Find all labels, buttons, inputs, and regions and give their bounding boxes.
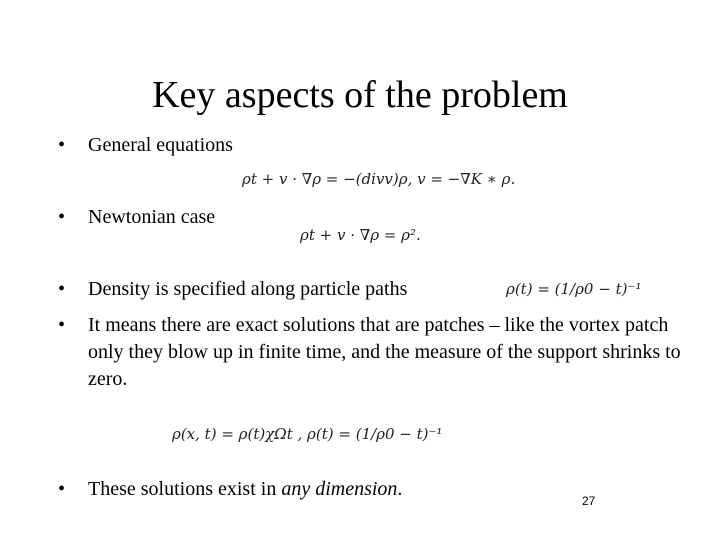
bullet-dot: •	[58, 134, 66, 156]
equation-newtonian: ρt + v · ∇ρ = ρ².	[300, 226, 421, 244]
bullet-text: General equations	[88, 134, 233, 156]
bullet-text: Newtonian case	[88, 206, 216, 228]
bullet-dot: •	[58, 478, 66, 500]
slide-title: Key aspects of the problem	[152, 74, 568, 116]
bullet-text-after: .	[397, 478, 403, 500]
equation-general: ρt + v · ∇ρ = −(divv)ρ, v = −∇K ∗ ρ.	[242, 170, 516, 188]
bullet-text-before: These solutions exist in	[88, 478, 282, 500]
equation-density: ρ(t) = (1/ρ0 − t)⁻¹	[506, 280, 642, 298]
bullet-dot: •	[58, 206, 66, 228]
bullet-dot: •	[58, 314, 66, 336]
bullet-text	[88, 476, 402, 503]
page-number: 27	[582, 494, 596, 508]
bullet-text: It means there are exact solutions that are patches – like the vortex patch only they blow up in finite time, and the measure of the support shrinks to zero.	[88, 314, 681, 390]
equation-patch: ρ(x, t) = ρ(t)χΩt , ρ(t) = (1/ρ0 − t)⁻¹	[172, 425, 443, 443]
bullet-text: Density is specified along particle paths	[88, 278, 408, 300]
bullet-text-emphasis: any dimension	[281, 478, 398, 500]
bullet-dot: •	[58, 278, 66, 300]
